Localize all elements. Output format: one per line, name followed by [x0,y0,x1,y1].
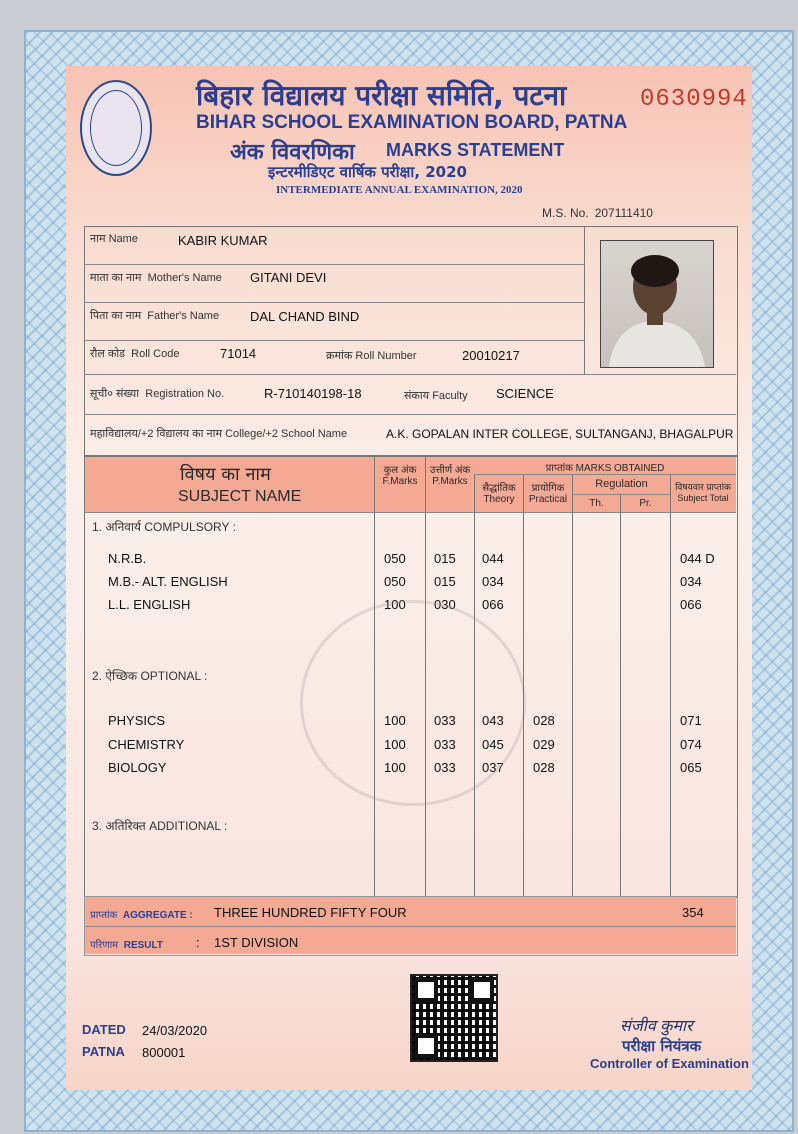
theory-marks: 043 [482,713,504,728]
section-additional: 3. अतिरिक्त ADDITIONAL : [92,819,228,833]
board-title-english: BIHAR SCHOOL EXAMINATION BOARD, PATNA [196,112,628,133]
practical-marks: 028 [533,713,555,728]
college-name: A.K. GOPALAN INTER COLLEGE, SULTANGANJ, BHAGALPUR [386,427,734,441]
theory-marks: 066 [482,597,504,612]
result-label: परिणाम RESULT [90,940,163,951]
theory-marks: 037 [482,760,504,775]
father-name: DAL CHAND BIND [250,309,360,324]
issue-date: 24/03/2020 [142,1023,208,1038]
subject-name: CHEMISTRY [108,737,185,752]
place-label: PATNA [82,1044,125,1059]
full-marks: 100 [384,737,406,752]
exam-name-english: INTERMEDIATE ANNUAL EXAMINATION, 2020 [276,184,523,196]
dated-label: DATED [82,1022,126,1037]
mother-name: GITANI DEVI [250,270,327,285]
regulation-pr-header: Pr. [639,498,652,509]
subject-total: 065 [680,760,702,775]
practical-marks: 028 [533,760,555,775]
board-title-hindi: बिहार विद्यालय परीक्षा समिति, पटना [196,79,567,112]
result-value: 1ST DIVISION [214,935,299,950]
full-marks: 100 [384,597,406,612]
statement-title-hindi: अंक विवरणिका [230,140,355,165]
subject-name: L.L. ENGLISH [108,597,191,612]
practical-header: प्रायोगिक Practical [528,483,568,505]
fmarks-header: कुल अंक F.Marks [382,465,418,487]
faculty-label: संकाय Faculty [404,390,468,402]
registration-label: सूची० संख्या Registration No. [90,388,225,400]
ms-number: M.S. No. 207111410 [542,206,653,220]
marks-obtained-header: प्राप्तांक MARKS OBTAINED [545,463,665,474]
full-marks: 050 [384,574,406,589]
subject-total: 071 [680,713,702,728]
board-seal-logo [80,80,152,176]
subject-total: 066 [680,597,702,612]
full-marks: 100 [384,713,406,728]
roll-code: 71014 [220,346,257,361]
theory-marks: 034 [482,574,504,589]
aggregate-label: प्राप्तांक AGGREGATE : [90,910,193,921]
aggregate-words: THREE HUNDRED FIFTY FOUR [214,905,407,920]
theory-marks: 044 [482,551,504,566]
roll-number-label: क्रमांक Roll Number [326,350,417,362]
pmarks-header: उत्तीर्ण अंक P.Marks [429,465,471,487]
full-marks: 050 [384,551,406,566]
pass-marks: 033 [434,760,456,775]
subject-total-header: विषयवार प्राप्तांक Subject Total [675,482,731,503]
mother-label: माता का नाम Mother's Name [90,272,222,284]
faculty: SCIENCE [496,386,554,401]
regulation-th-header: Th. [589,498,604,509]
section-compulsory: 1. अनिवार्य COMPULSORY : [92,520,236,534]
student-name: KABIR KUMAR [178,233,268,248]
signature: संजीव कुमार [620,1018,693,1035]
statement-title-english: MARKS STATEMENT [386,140,565,160]
subject-name: BIOLOGY [108,760,167,775]
aggregate-total: 354 [682,905,704,920]
subject-header-hindi: विषय का नाम [180,464,271,485]
pass-marks: 033 [434,713,456,728]
watermark-seal [300,600,526,806]
student-photo [600,240,714,368]
pass-marks: 030 [434,597,456,612]
registration-number: R-710140198-18 [264,386,362,401]
full-marks: 100 [384,760,406,775]
subject-name: M.B.- ALT. ENGLISH [108,574,228,589]
subject-header-english: SUBJECT NAME [178,488,302,505]
subject-name: N.R.B. [108,551,147,566]
subject-total: 044 D [680,551,715,566]
regulation-header: Regulation [595,478,648,490]
section-optional: 2. ऐच्छिक OPTIONAL : [92,669,208,683]
result-separator: : [196,935,200,950]
subject-total: 034 [680,574,702,589]
roll-code-label: रौल कोड Roll Code [90,348,180,360]
qr-code [410,974,498,1062]
serial-number: 0630994 [640,86,748,113]
pass-marks: 015 [434,574,456,589]
roll-number: 20010217 [462,348,520,363]
subject-total: 074 [680,737,702,752]
controller-title-english: Controller of Examination [590,1056,749,1071]
theory-header: सैद्धांतिक Theory [482,483,516,505]
exam-name-hindi: इन्टरमीडिएट वार्षिक परीक्षा, 2020 [268,163,467,181]
controller-title-hindi: परीक्षा नियंत्रक [622,1037,702,1055]
name-label: नाम Name [90,233,138,245]
subject-name: PHYSICS [108,713,166,728]
pass-marks: 015 [434,551,456,566]
college-label: महाविद्यालय/+2 विद्यालय का नाम College/+2 School Name [90,428,348,440]
theory-marks: 045 [482,737,504,752]
father-label: पिता का नाम Father's Name [90,310,220,322]
pass-marks: 033 [434,737,456,752]
practical-marks: 029 [533,737,555,752]
pin-code: 800001 [142,1045,186,1060]
